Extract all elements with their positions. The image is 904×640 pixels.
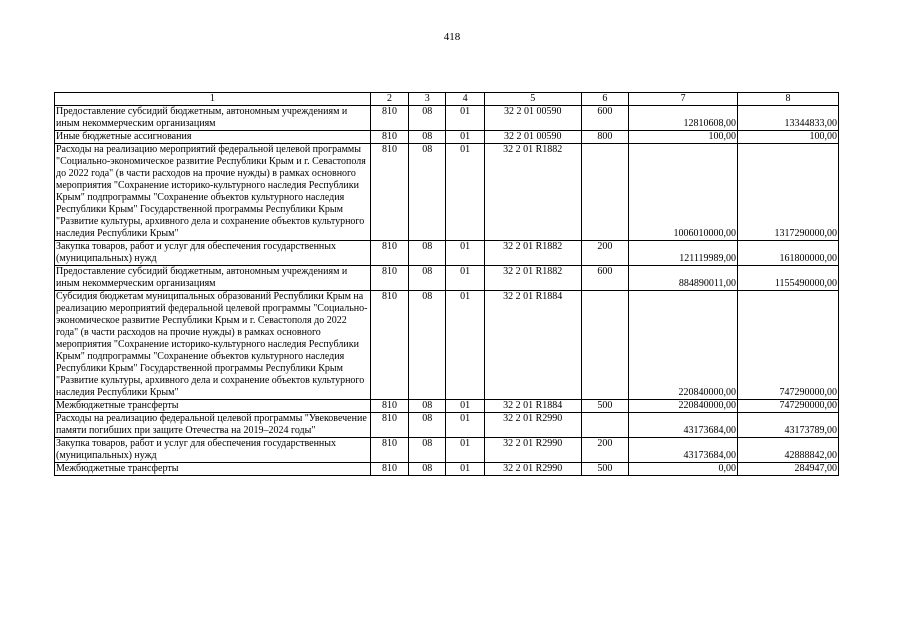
header-cell: 6 bbox=[581, 93, 628, 106]
page-number: 418 bbox=[443, 31, 461, 43]
table-row bbox=[55, 413, 839, 438]
expense-name: Расходы на реализацию мероприятий федеральной целевой программы "Социально-экономическое развитие Республики Крым и г. Севастополя до 2022 года" (в части расходов на прочие нужды) в рамках основного мероприятия "Сохранение историко-культурного наследия Республики Крым" подпрограммы "Сохранение объектов культурного наследия Республики Крым" Государственной программы Республики Крым "Развитие культуры, архивного дела и сохранение объектов культурного наследия Республики Крым" bbox=[55, 144, 371, 241]
target-article-code: 32 2 01 00590 bbox=[484, 131, 581, 144]
section-code: 08 bbox=[409, 266, 446, 291]
amount-col-8: 1317290000,00 bbox=[738, 144, 839, 241]
subsection-code: 01 bbox=[446, 241, 484, 266]
header-cell: 5 bbox=[484, 93, 581, 106]
target-article-code: 32 2 01 R2990 bbox=[484, 413, 581, 438]
section-code: 08 bbox=[409, 131, 446, 144]
subsection-code: 01 bbox=[446, 413, 484, 438]
subsection-code: 01 bbox=[446, 266, 484, 291]
expense-type-code: 600 bbox=[581, 106, 628, 131]
target-article-code: 32 2 01 R1884 bbox=[484, 291, 581, 400]
amount-col-8: 1155490000,00 bbox=[738, 266, 839, 291]
amount-col-7: 43173684,00 bbox=[629, 438, 738, 463]
expense-type-code bbox=[581, 144, 628, 241]
amount-col-7: 100,00 bbox=[629, 131, 738, 144]
table-row bbox=[55, 266, 839, 291]
amount-col-8: 747290000,00 bbox=[738, 400, 839, 413]
table-row bbox=[55, 400, 839, 413]
expense-type-code: 500 bbox=[581, 463, 628, 476]
expense-name: Межбюджетные трансферты bbox=[55, 400, 371, 413]
ministry-code: 810 bbox=[370, 106, 408, 131]
target-article-code: 32 2 01 R1882 bbox=[484, 144, 581, 241]
amount-col-8: 747290000,00 bbox=[738, 291, 839, 400]
expense-name: Закупка товаров, работ и услуг для обеспечения государственных (муниципальных) нужд bbox=[55, 241, 371, 266]
expense-type-code: 800 bbox=[581, 131, 628, 144]
expense-type-code bbox=[581, 413, 628, 438]
target-article-code: 32 2 01 R2990 bbox=[484, 438, 581, 463]
amount-col-8: 13344833,00 bbox=[738, 106, 839, 131]
amount-col-7: 220840000,00 bbox=[629, 400, 738, 413]
header-cell: 7 bbox=[629, 93, 738, 106]
expense-type-code: 600 bbox=[581, 266, 628, 291]
target-article-code: 32 2 01 R1882 bbox=[484, 266, 581, 291]
expense-name: Закупка товаров, работ и услуг для обеспечения государственных (муниципальных) нужд bbox=[55, 438, 371, 463]
subsection-code: 01 bbox=[446, 438, 484, 463]
section-code: 08 bbox=[409, 241, 446, 266]
expense-type-code: 500 bbox=[581, 400, 628, 413]
header-cell: 8 bbox=[738, 93, 839, 106]
amount-col-7: 0,00 bbox=[629, 463, 738, 476]
amount-col-8: 161800000,00 bbox=[738, 241, 839, 266]
section-code: 08 bbox=[409, 413, 446, 438]
ministry-code: 810 bbox=[370, 144, 408, 241]
table-row bbox=[55, 131, 839, 144]
expense-type-code: 200 bbox=[581, 241, 628, 266]
table-row bbox=[55, 106, 839, 131]
header-cell: 4 bbox=[446, 93, 484, 106]
expense-name: Предоставление субсидий бюджетным, автономным учреждениям и иным некоммерческим организациям bbox=[55, 106, 371, 131]
expense-type-code bbox=[581, 291, 628, 400]
header-cell: 3 bbox=[409, 93, 446, 106]
section-code: 08 bbox=[409, 144, 446, 241]
target-article-code: 32 2 01 R2990 bbox=[484, 463, 581, 476]
target-article-code: 32 2 01 00590 bbox=[484, 106, 581, 131]
section-code: 08 bbox=[409, 463, 446, 476]
table-row bbox=[55, 291, 839, 400]
subsection-code: 01 bbox=[446, 400, 484, 413]
section-code: 08 bbox=[409, 291, 446, 400]
amount-col-8: 100,00 bbox=[738, 131, 839, 144]
target-article-code: 32 2 01 R1884 bbox=[484, 400, 581, 413]
amount-col-7: 12810608,00 bbox=[629, 106, 738, 131]
amount-col-8: 42888842,00 bbox=[738, 438, 839, 463]
target-article-code: 32 2 01 R1882 bbox=[484, 241, 581, 266]
subsection-code: 01 bbox=[446, 463, 484, 476]
amount-col-8: 284947,00 bbox=[738, 463, 839, 476]
amount-col-8: 43173789,00 bbox=[738, 413, 839, 438]
table-row bbox=[55, 144, 839, 241]
expense-name: Предоставление субсидий бюджетным, автономным учреждениям и иным некоммерческим организациям bbox=[55, 266, 371, 291]
amount-col-7: 43173684,00 bbox=[629, 413, 738, 438]
subsection-code: 01 bbox=[446, 291, 484, 400]
table-header-row bbox=[55, 93, 839, 106]
budget-table bbox=[54, 92, 839, 476]
table-row bbox=[55, 463, 839, 476]
ministry-code: 810 bbox=[370, 291, 408, 400]
ministry-code: 810 bbox=[370, 400, 408, 413]
subsection-code: 01 bbox=[446, 144, 484, 241]
section-code: 08 bbox=[409, 438, 446, 463]
amount-col-7: 884890011,00 bbox=[629, 266, 738, 291]
ministry-code: 810 bbox=[370, 438, 408, 463]
expense-name: Субсидия бюджетам муниципальных образований Республики Крым на реализацию мероприятий федеральной целевой программы "Социально-экономическое развитие Республики Крым и г. Севастополя до 2022 года" (в части расходов на прочие нужды) в рамках основного мероприятия "Сохранение историко-культурного наследия Республики Крым" подпрограммы "Сохранение объектов культурного наследия Республики Крым" Государственной программы Республики Крым "Развитие культуры, архивного дела и сохранение объектов культурного наследия Республики Крым" bbox=[55, 291, 371, 400]
amount-col-7: 121119989,00 bbox=[629, 241, 738, 266]
subsection-code: 01 bbox=[446, 131, 484, 144]
ministry-code: 810 bbox=[370, 413, 408, 438]
section-code: 08 bbox=[409, 106, 446, 131]
ministry-code: 810 bbox=[370, 463, 408, 476]
expense-type-code: 200 bbox=[581, 438, 628, 463]
section-code: 08 bbox=[409, 400, 446, 413]
subsection-code: 01 bbox=[446, 106, 484, 131]
table-row bbox=[55, 241, 839, 266]
table-row bbox=[55, 438, 839, 463]
amount-col-7: 1006010000,00 bbox=[629, 144, 738, 241]
expense-name: Межбюджетные трансферты bbox=[55, 463, 371, 476]
ministry-code: 810 bbox=[370, 241, 408, 266]
amount-col-7: 220840000,00 bbox=[629, 291, 738, 400]
ministry-code: 810 bbox=[370, 131, 408, 144]
expense-name: Расходы на реализацию федеральной целевой программы "Увековечение памяти погибших при защите Отечества на 2019–2024 годы" bbox=[55, 413, 371, 438]
expense-name: Иные бюджетные ассигнования bbox=[55, 131, 371, 144]
header-cell: 1 bbox=[55, 93, 371, 106]
ministry-code: 810 bbox=[370, 266, 408, 291]
header-cell: 2 bbox=[370, 93, 408, 106]
